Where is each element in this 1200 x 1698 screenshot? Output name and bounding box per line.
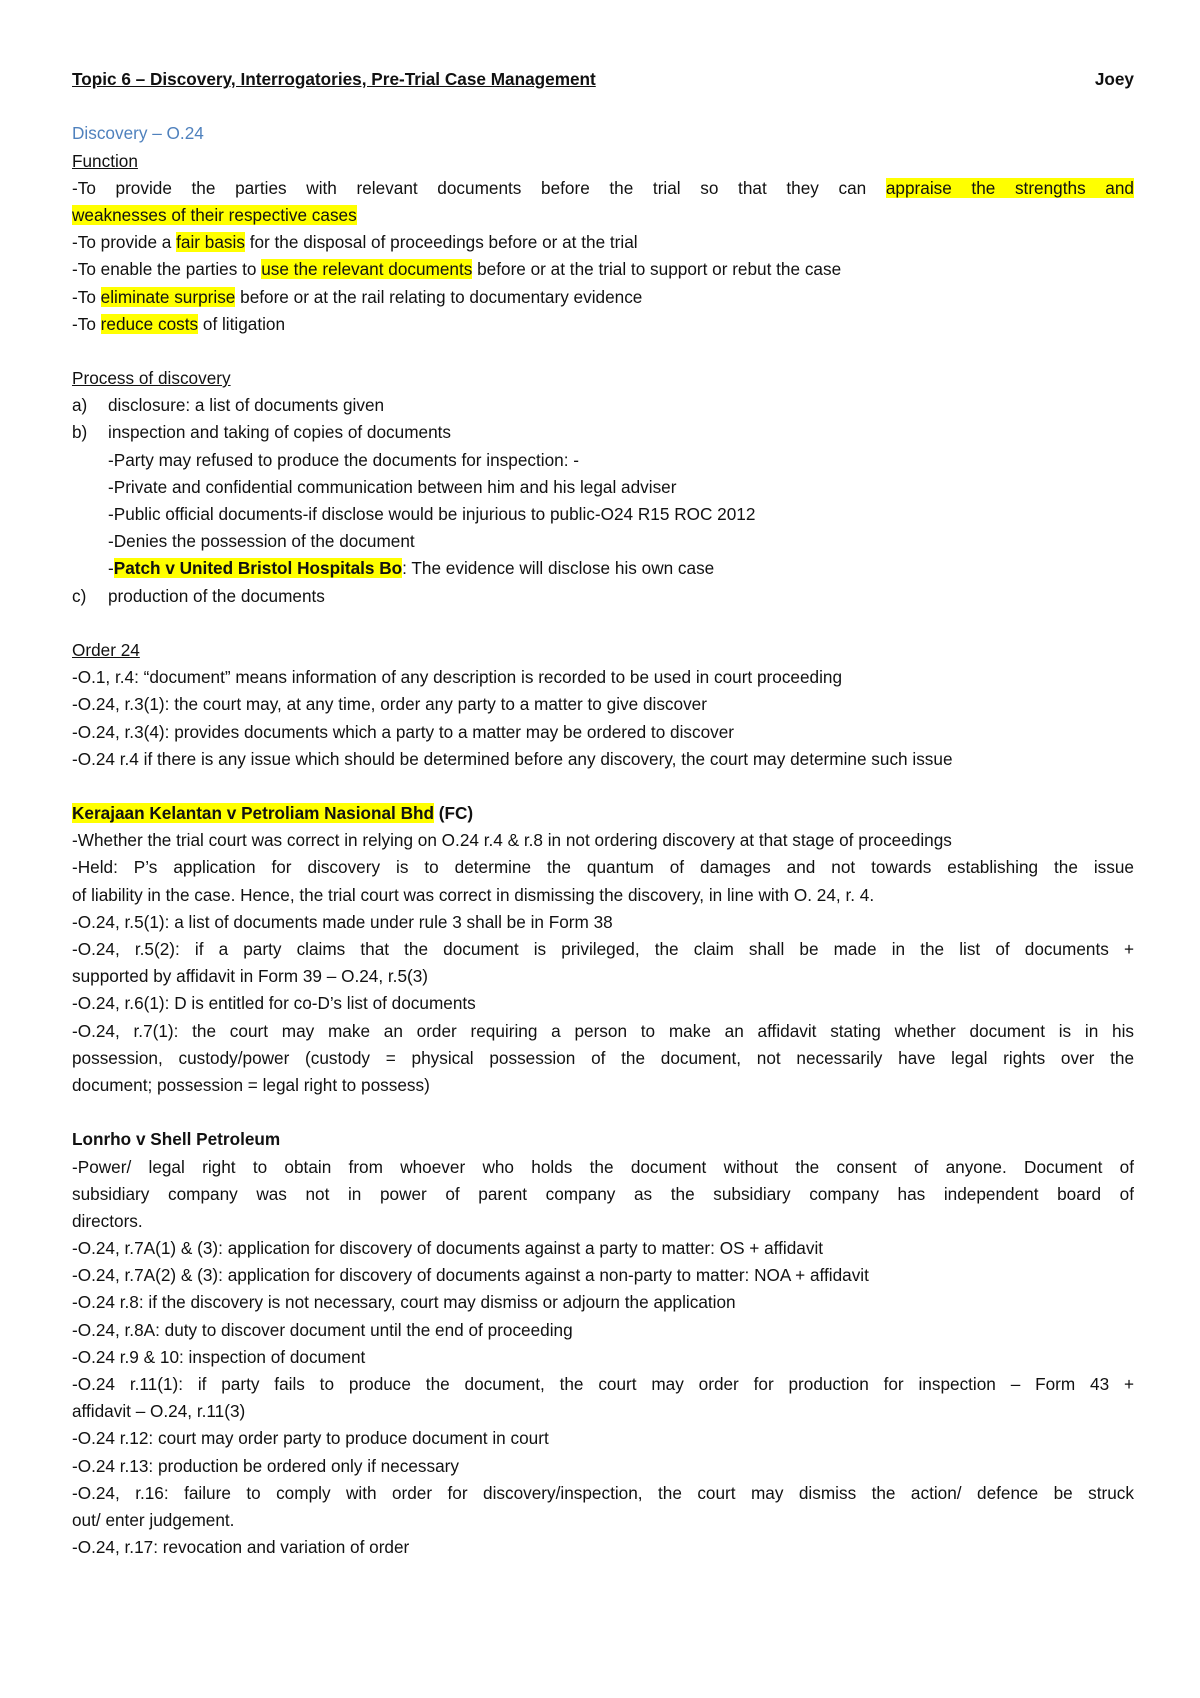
list-item: c) production of the documents [72, 585, 325, 606]
sub-item: -Party may refused to produce the documents for inspection: - [108, 449, 579, 470]
function-item-1-cont [72, 202, 1134, 229]
rule-line: -O.24, r.7(1): the court may make an order requiring a person to make an affidavit stating whether document is in his [72, 1020, 1134, 1041]
rule-line: -O.24 r.4 if there is any issue which should be determined before any discovery, the court may determine such issue [72, 748, 953, 769]
list-item: b) inspection and taking of copies of documents [72, 422, 452, 443]
document-header [72, 66, 1134, 93]
rule-line: -O.24, r.7A(1) & (3): application for discovery of documents against a party to matter: OS + affidavit [72, 1238, 824, 1259]
list-item: a) disclosure: a list of documents given [72, 395, 385, 416]
order24-heading: Order 24 [72, 639, 140, 660]
case-heading-lonrho: Lonrho v Shell Petroleum [72, 1129, 281, 1150]
highlight: appraise the strengths and [885, 177, 1134, 198]
document-title: Topic 6 – Discovery, Interrogatories, Pre-Trial Case Management [72, 69, 596, 89]
case-held: -Held: P’s application for discovery is to determine the quantum of damages and not towards establishing the issue [72, 857, 1134, 878]
case-text: subsidiary company was not in power of parent company as the subsidiary company has independent board of [72, 1183, 1134, 1204]
rule-line-cont: out/ enter judgement. [72, 1509, 235, 1530]
rule-line: -O.24, r.17: revocation and variation of order [72, 1537, 410, 1558]
document-page [72, 66, 1134, 1561]
author-name: Joey [1094, 69, 1134, 89]
rule-line: -O.24 r.13: production be ordered only if necessary [72, 1455, 459, 1476]
sub-item: -Denies the possession of the document [108, 531, 415, 552]
case-held-cont: of liability in the case. Hence, the trial court was correct in dismissing the discovery, in line with O. 24, r. 4. [72, 884, 875, 905]
case-text: -Power/ legal right to obtain from whoever who holds the document without the consent of anyone. Document of [72, 1156, 1134, 1177]
rule-line: -O.24, r.5(2): if a party claims that the document is privileged, the claim shall be made in the list of documents + [72, 939, 1134, 959]
sub-item: -Private and confidential communication between him and his legal adviser [108, 476, 677, 497]
rule-line-cont: supported by affidavit in Form 39 – O.24, r.5(3) [72, 966, 429, 987]
rule-line: -O.24, r.6(1): D is entitled for co-D’s list of documents [72, 993, 476, 1014]
rule-line: -O.24, r.5(1): a list of documents made under rule 3 shall be in Form 38 [72, 911, 613, 932]
function-item-4: -To eliminate surprise before or at the rail relating to documentary evidence [72, 286, 643, 307]
rule-line: -O.24, r.8A: duty to discover document until the end of proceeding [72, 1319, 573, 1340]
sub-item-patch-case: -Patch v United Bristol Hospitals Bo: The evidence will disclose his own case [108, 558, 715, 579]
case-heading-kelantan: Kerajaan Kelantan v Petroliam Nasional Bhd (FC) [72, 803, 474, 824]
rule-line: -O.1, r.4: “document” means information of any description is recorded to be used in court proceeding [72, 667, 843, 688]
rule-line: -O.24 r.11(1): if party fails to produce the document, the court may order for production for inspection – Form 43 + [72, 1374, 1134, 1394]
rule-line-cont: possession, custody/power (custody = physical possession of the document, not necessarily have legal rights over the [72, 1047, 1134, 1068]
function-item-1: -To provide the parties with relevant documents before the trial so that they can appraise the strengths and [72, 177, 1134, 198]
highlight: reduce costs [100, 313, 199, 334]
rule-line: -O.24 r.9 & 10: inspection of document [72, 1346, 366, 1367]
case-name: Kerajaan Kelantan v Petroliam Nasional Bhd [72, 803, 435, 824]
function-item-5: -To reduce costs of litigation [72, 313, 286, 334]
rule-line-cont: document; possession = legal right to possess) [72, 1074, 430, 1095]
process-heading: Process of discovery [72, 368, 231, 389]
rule-line: -O.24, r.16: failure to comply with order for discovery/inspection, the court may dismiss the action/ defence be struck [72, 1482, 1134, 1503]
section-heading-discovery: Discovery – O.24 [72, 123, 204, 144]
highlight: eliminate surprise [100, 286, 236, 307]
sub-item: -Public official documents-if disclose would be injurious to public-O24 R15 ROC 2012 [108, 504, 756, 524]
highlight: weaknesses of their respective cases [72, 204, 357, 225]
function-item-3: -To enable the parties to use the relevant documents before or at the trial to support or rebut the case [72, 259, 842, 280]
case-issue: -Whether the trial court was correct in relying on O.24 r.4 & r.8 in not ordering discovery at that stage of proceedings [72, 830, 952, 851]
highlight: use the relevant documents [261, 259, 473, 280]
rule-line-cont: affidavit – O.24, r.11(3) [72, 1401, 246, 1422]
function-heading: Function [72, 150, 138, 171]
highlight: fair basis [176, 232, 245, 253]
rule-line: -O.24 r.12: court may order party to produce document in court [72, 1428, 549, 1449]
case-name: Patch v United Bristol Hospitals Bo [113, 558, 403, 579]
function-item-2: -To provide a fair basis for the disposal of proceedings before or at the trial [72, 232, 638, 253]
rule-line: -O.24, r.7A(2) & (3): application for discovery of documents against a non-party to matter: NOA + affidavit [72, 1265, 869, 1286]
case-text: directors. [72, 1210, 143, 1231]
rule-line: -O.24, r.3(4): provides documents which a party to a matter may be ordered to discover [72, 721, 735, 742]
rule-line: -O.24, r.3(1): the court may, at any time, order any party to a matter to give discover [72, 694, 707, 715]
rule-line: -O.24 r.8: if the discovery is not necessary, court may dismiss or adjourn the application [72, 1292, 736, 1313]
